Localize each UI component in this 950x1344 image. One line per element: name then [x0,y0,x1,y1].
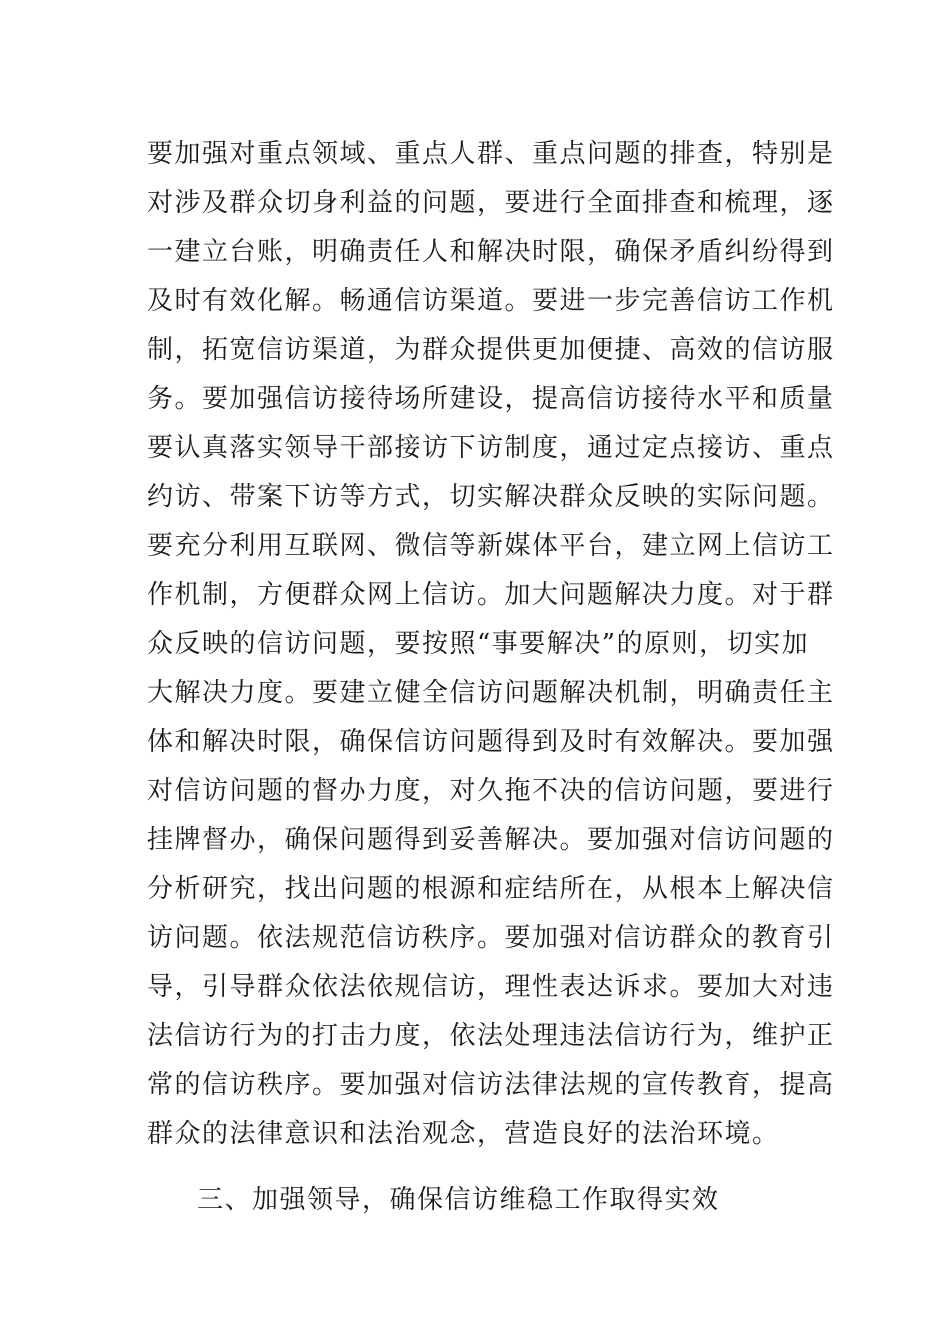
text-line: 大解决力度。要建立健全信访问题解决机制，明确责任主 [147,678,835,708]
text-line: 常的信访秩序。要加强对信访法律法规的宣传教育，提高 [147,1070,835,1100]
body-paragraph [147,130,847,1159]
text-line: 众反映的信访问题，要按照“事要解决”的原则，切实加 [147,629,810,659]
text-line: 一建立台账，明确责任人和解决时限，确保矛盾纠纷得到 [147,237,835,267]
text-line: 约访、带案下访等方式，切实解决群众反映的实际问题。 [147,482,835,512]
text-line: 对涉及群众切身利益的问题，要进行全面排查和梳理，逐 [147,188,835,218]
text-line: 群众的法律意识和法治观念，营造良好的法治环境。 [147,1119,780,1149]
text-line: 要充分利用互联网、微信等新媒体平台，建立网上信访工 [147,531,835,561]
text-line: 务。要加强信访接待场所建设，提高信访接待水平和质量 [147,384,835,414]
text-line: 制，拓宽信访渠道，为群众提供更加便捷、高效的信访服 [147,335,835,365]
text-line: 及时有效化解。畅通信访渠道。要进一步完善信访工作机 [147,286,835,316]
text-line: 挂牌督办，确保问题得到妥善解决。要加强对信访问题的 [147,825,835,855]
text-line: 要加强对重点领域、重点人群、重点问题的排查，特别是 [147,139,835,169]
text-line: 作机制，方便群众网上信访。加大问题解决力度。对于群 [147,580,835,610]
text-line: 访问题。依法规范信访秩序。要加强对信访群众的教育引 [147,923,835,953]
text-line: 法信访行为的打击力度，依法处理违法信访行为，维护正 [147,1021,835,1051]
text-line: 体和解决时限，确保信访问题得到及时有效解决。要加强 [147,727,835,757]
text-line: 分析研究，找出问题的根源和症结所在，从根本上解决信 [147,874,835,904]
section-heading: 三、加强领导，确保信访维稳工作取得实效 [197,1185,720,1215]
text-line: 要认真落实领导干部接访下访制度，通过定点接访、重点 [147,433,835,463]
text-line: 导，引导群众依法依规信访，理性表达诉求。要加大对违 [147,972,835,1002]
text-line: 对信访问题的督办力度，对久拖不决的信访问题，要进行 [147,776,835,806]
